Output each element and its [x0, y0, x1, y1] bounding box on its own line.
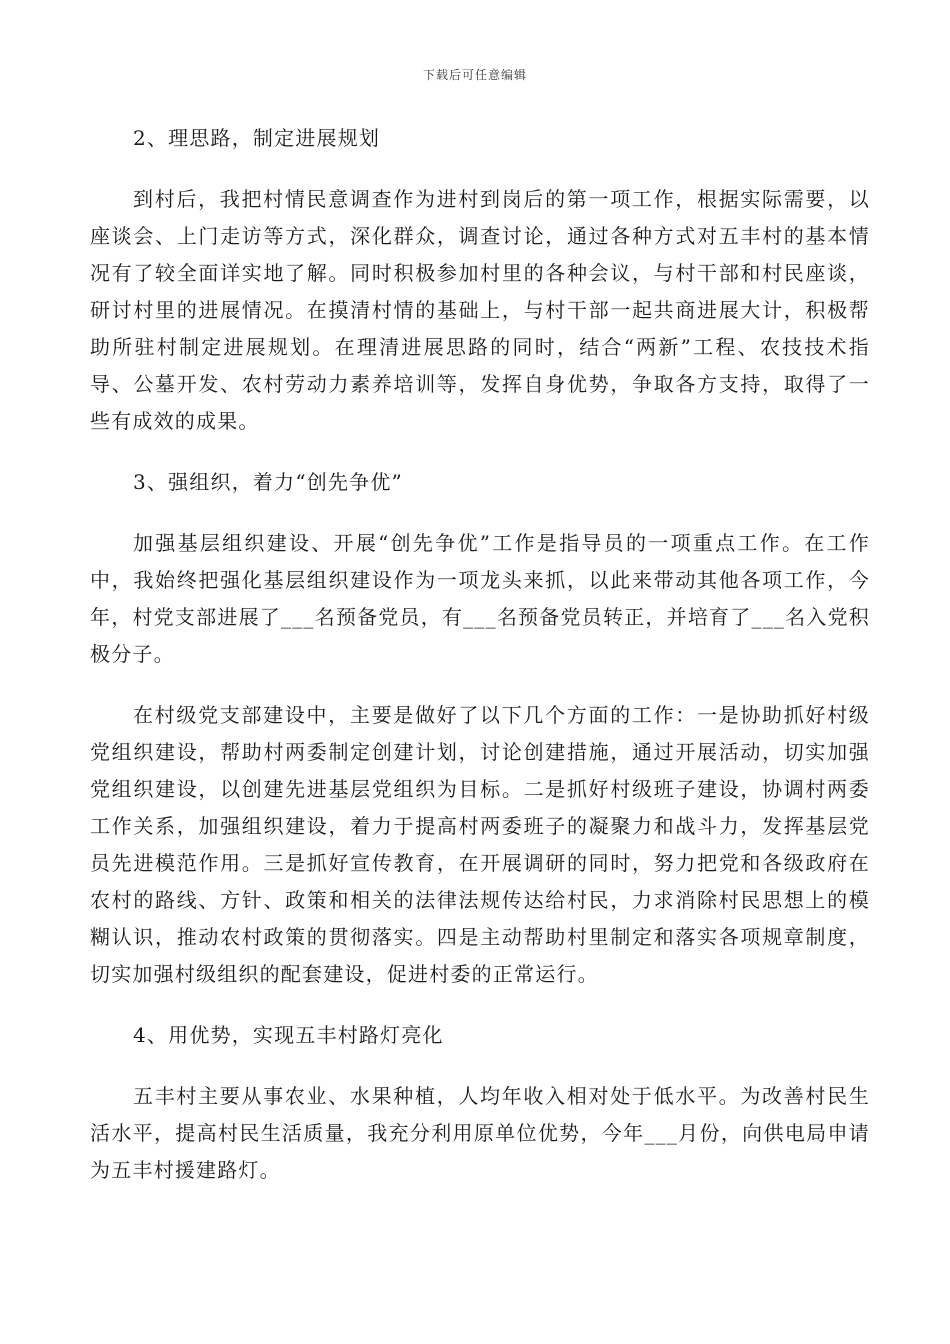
- section-heading-4: 4、用优势，实现五丰村路灯亮化: [133, 1023, 444, 1047]
- section-3-paragraph-1: 加强基层组织建设、开展“创先争优”工作是指导员的一项重点工作。在工作中，我始终把强化基层组织建设作为一项龙头来抓，以此来带动其他各项工作，今年，村党支部进展了___名预备党员，有___名预备党员转正，并培育了___名入党积极分子。: [90, 531, 870, 666]
- section-2-paragraph-1: 到村后，我把村情民意调查作为进村到岗后的第一项工作，根据实际需要，以座谈会、上门走访等方式，深化群众，调查讨论，通过各种方式对五丰村的基本情况有了较全面详实地了解。同时积极参加村里的各种会议，与村干部和村民座谈，研讨村里的进展情况。在摸清村情的基础上，与村干部一起共商进展大计，积极帮助所驻村制定进展规划。在理清进展思路的同时，结合“两新”工程、农技技术指导、公墓开发、农村劳动力素养培训等，发挥自身优势，争取各方支持，取得了一些有成效的成果。: [90, 187, 870, 433]
- document-body: [90, 120, 870, 1189]
- section-3-paragraph-2: 在村级党支部建设中，主要是做好了以下几个方面的工作：一是协助抓好村级党组织建设，帮助村两委制定创建计划，讨论创建措施，通过开展活动，切实加强党组织建设，以创建先进基层党组织为目标。二是抓好村级班子建设，协调村两委工作关系，加强组织建设，着力于提高村两委班子的凝聚力和战斗力，发挥基层党员先进模范作用。三是抓好宣传教育，在开展调研的同时，努力把党和各级政府在农村的路线、方针、政策和相关的法律法规传达给村民，力求消除村民思想上的模糊认识，推动农村政策的贯彻落实。四是主动帮助村里制定和落实各项规章制度，切实加强村级组织的配套建设，促进村委的正常运行。: [90, 703, 870, 986]
- section-heading-2: 2、理思路，制定进展规划: [133, 126, 381, 150]
- section-4-paragraph-1: 五丰村主要从事农业、水果种植，人均年收入相对处于低水平。为改善村民生活水平，提高村民生活质量，我充分利用原单位优势，今年___月份，向供电局申请为五丰村援建路灯。: [90, 1084, 870, 1182]
- section-heading-3: 3、强组织，着力“创先争优”: [133, 470, 403, 494]
- page-header-note: 下载后可任意编辑: [422, 68, 527, 82]
